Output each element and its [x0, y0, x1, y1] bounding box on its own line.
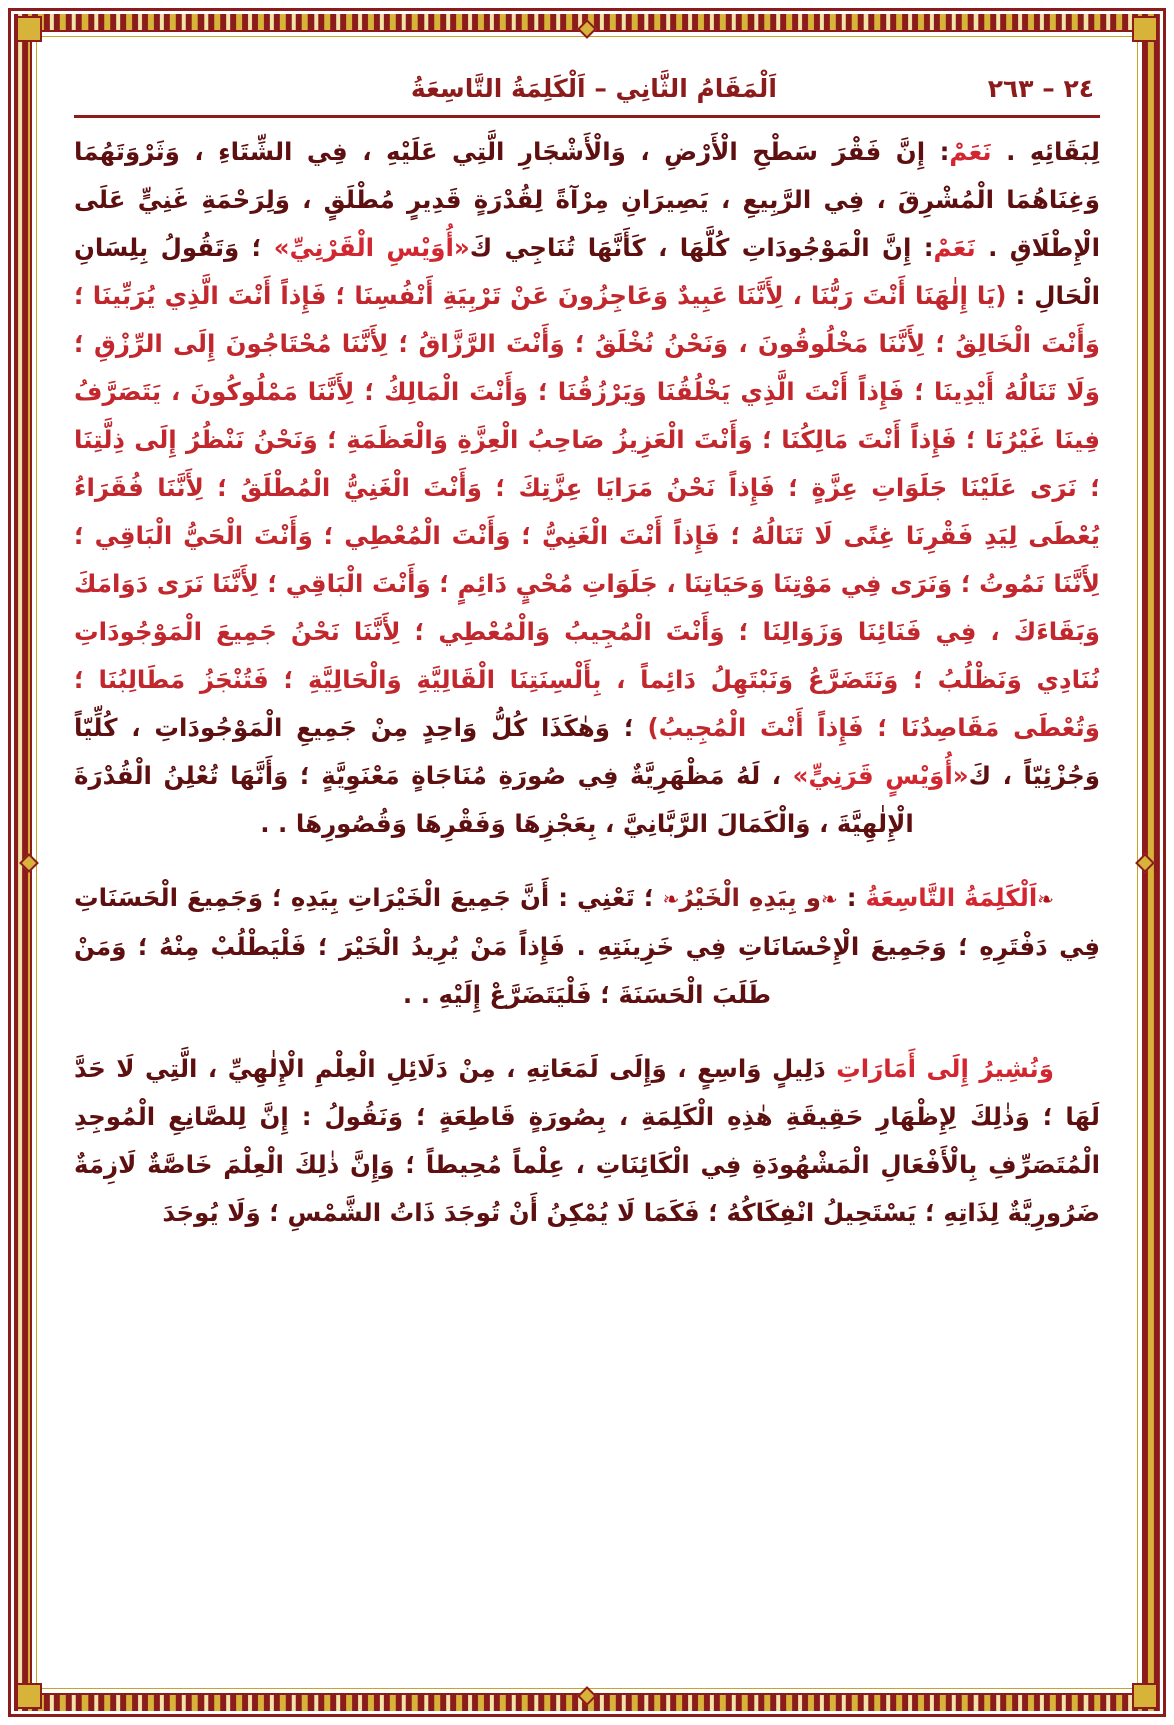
emphasis-naam-2: نَعَمْ — [933, 233, 976, 262]
section-heading-ninth-word: اَلْكَلِمَةُ التَّاسِعَةُ — [865, 883, 1038, 912]
paragraph-one — [74, 128, 1100, 848]
emphasis-naam-1: نَعَمْ — [949, 137, 992, 166]
paragraph-three — [74, 1045, 1100, 1237]
invocation-passage: (يَا إِلٰهَنَا أَنْتَ رَبُّنَا ، لِأَنَّنَا عَبِيدٌ وَعَاجِزُونَ عَنْ تَرْبِيَةِ أَنْفُسِنَا ؛ فَإِذاً أَنْتَ الَّذِي يُرَبِّينَا ؛ وَأَنْتَ الْخَالِقُ ؛ لِأَنَّنَا مَخْلُوقُونَ ، وَنَحْنُ نُخْلَقُ ؛ وَأَنْتَ الرَّزَّاقُ ؛ لِأَنَّنَا مُحْتَاجُونَ إِلَى الرِّزْقِ ؛ وَلَا تَنَالُهُ أَيْدِينَا ؛ فَإِذاً أَنْتَ الَّذِي يَخْلُقُنَا وَيَرْزُقُنَا ؛ وَأَنْتَ الْمَالِكُ ؛ لِأَنَّنَا مَمْلُوكُونَ ، يَتَصَرَّفُ فِينَا غَيْرُنَا ؛ فَإِذاً أَنْتَ مَالِكُنَا ؛ وَأَنْتَ الْعَزِيزُ صَاحِبُ الْعِزَّةِ وَالْعَظَمَةِ ؛ وَنَحْنُ نَنْظُرُ إِلَى ذِلَّتِنَا ؛ نَرَى عَلَيْنَا جَلَوَاتِ عِزَّةٍ ؛ فَإِذاً نَحْنُ مَرَايَا عِزَّتِكَ ؛ وَأَنْتَ الْغَنِيُّ الْمُطْلَقُ ؛ لِأَنَّنَا فُقَرَاءُ يُعْطَى لِيَدِ فَقْرِنَا غِنًى لَا تَنَالُهُ ؛ فَإِذاً أَنْتَ الْغَنِيُّ ؛ وَأَنْتَ الْمُعْطِي ؛ وَأَنْتَ الْحَيُّ الْبَاقِي ؛ لِأَنَّنَا نَمُوتُ ؛ وَنَرَى فِي مَوْتِنَا وَحَيَاتِنَا ، جَلَوَاتِ مُحْيٍ دَائِمٍ ؛ وَأَنْتَ الْبَاقِي ؛ لِأَنَّنَا نَرَى دَوَامَكَ وَبَقَاءَكَ ، فِي فَنَائِنَا وَزَوَالِنَا ؛ وَأَنْتَ الْمُجِيبُ وَالْمُعْطِي ؛ لِأَنَّنَا نَحْنُ جَمِيعَ الْمَوْجُودَاتِ نُنَادِي وَنَظْلُبُ ؛ وَنَتَضَرَّعُ وَنَبْتَهِلُ دَائِماً ، بِأَلْسِنَتِنَا الْقَالِيَّةِ وَالْحَالِيَّةِ ؛ فَتُنْجَزُ مَطَالِبُنَا ؛ وَتُعْطَى مَقَاصِدُنَا ؛ فَإِذاً أَنْتَ الْمُجِيبُ) — [74, 281, 1100, 742]
corner-ornament-icon — [1132, 1683, 1158, 1709]
text-run: : إِنَّ فَقْرَ سَطْحِ الْأَرْضِ ، وَالْأَشْجَارِ الَّتِي عَلَيْهِ ، فِي الشِّتَاءِ ، وَثَرْوَتَهُمَا وَغِنَاهُمَا الْمُشْرِقَ ، فِي الرَّبِيعِ ، يَصِيرَانِ مِرْآةً لِقُدْرَةٍ قَدِيرٍ مُطْلَقٍ ، وَلِرَحْمَةِ غَنِيٍّ عَلَى الْإِطْلَاقِ . — [74, 137, 1100, 262]
flower-ornament-icon: ❧ — [820, 887, 838, 911]
document-body — [66, 118, 1108, 1237]
page-number: ٢٤ – ٢٦٣ — [987, 74, 1094, 103]
quoted-name-2: «أُوَيْسٍ قَرَنِيٍّ» — [792, 761, 969, 790]
flower-ornament-icon: ❧ — [662, 887, 680, 911]
text-run: : إِنَّ الْمَوْجُودَاتِ كُلَّهَا ، كَأَنَّهَا تُنَاجِي كَ — [469, 233, 934, 262]
corner-ornament-icon — [16, 16, 42, 42]
corner-ornament-icon — [16, 1683, 42, 1709]
emphasis-opening: وَنُشِيرُ إِلَى أَمَارَاتِ — [836, 1054, 1054, 1083]
text-run: لِبَقَائِهِ . — [991, 137, 1100, 166]
flower-ornament-icon: ❧ — [1037, 887, 1054, 911]
text-run: ؛ تَعْنِي : أَنَّ جَمِيعَ الْخَيْرَاتِ بِيَدِهِ ؛ وَجَمِيعَ الْحَسَنَاتِ فِي دَفْتَرِهِ ؛ وَجَمِيعَ الْإِحْسَانَاتِ فِي خَزِينَتِهِ . فَإِذاً مَنْ يُرِيدُ الْخَيْرَ ؛ فَلْيَطْلُبْ مِنْهُ ؛ وَمَنْ طَلَبَ الْحَسَنَةَ ؛ فَلْيَتَضَرَّعْ إِلَيْهِ . . — [74, 883, 1100, 1009]
text-run: : — [837, 883, 866, 912]
quoted-name-1: «أُوَيْسِ الْقَرْنِيِّ» — [273, 233, 470, 262]
page-header — [66, 64, 1108, 103]
page-title: اَلْمَقَامُ الثَّانِي – اَلْكَلِمَةُ التَّاسِعَةُ — [410, 74, 777, 103]
text-run: دَلِيلٍ وَاسِعٍ ، وَإِلَى لَمَعَاتِهِ ، مِنْ دَلَائِلِ الْعِلْمِ الْإِلٰهِيِّ ، الَّتِي لَا حَدَّ لَهَا ؛ وَذٰلِكَ لِإِظْهَارِ حَقِيقَةِ هٰذِهِ الْكَلِمَةِ ، بِصُورَةٍ قَاطِعَةٍ ؛ وَنَقُولُ : إِنَّ لِلصَّانِعِ الْمُوجِدِ الْمُتَصَرِّفِ بِالْأَفْعَالِ الْمَشْهُودَةِ فِي الْكَائِنَاتِ ، عِلْماً مُحِيطاً ؛ وَإِنَّ ذٰلِكَ الْعِلْمَ خَاصَّةٌ لَازِمَةٌ ضَرُورِيَّةٌ لِذَاتِهِ ؛ يَسْتَحِيلُ انْفِكَاكُهُ ؛ فَكَمَا لَا يُمْكِنُ أَنْ تُوجَدَ ذَاتُ الشَّمْسِ ؛ وَلَا يُوجَدَ — [74, 1054, 1100, 1227]
quranic-verse: و بِيَدِهِ الْخَيْرُ — [679, 883, 821, 912]
text-run: ، لَهُ مَظْهَرِيَّةٌ فِي صُورَةِ مُنَاجَاةٍ مَعْنَوِيَّةٍ ؛ وَأَنَّهَا تُعْلِنُ الْقُدْرَةَ الْإِلٰهِيَّةَ ، وَالْكَمَالَ الرَّبَّانِيَّ ، بِعَجْزِهَا وَفَقْرِهَا وَقُصُورِهَا . . — [74, 761, 914, 838]
page-content — [54, 56, 1120, 1656]
text-run: ؛ وَهٰكَذَا كُلُّ وَاحِدٍ مِنْ جَمِيعِ الْمَوْجُودَاتِ ، كُلِّيّاً وَجُزْئِيّاً ، كَ — [74, 713, 1100, 790]
paragraph-two — [74, 874, 1100, 1019]
text-run: ؛ وَتَقُولُ بِلِسَانِ الْحَالِ : — [74, 233, 1100, 310]
corner-ornament-icon — [1132, 16, 1158, 42]
